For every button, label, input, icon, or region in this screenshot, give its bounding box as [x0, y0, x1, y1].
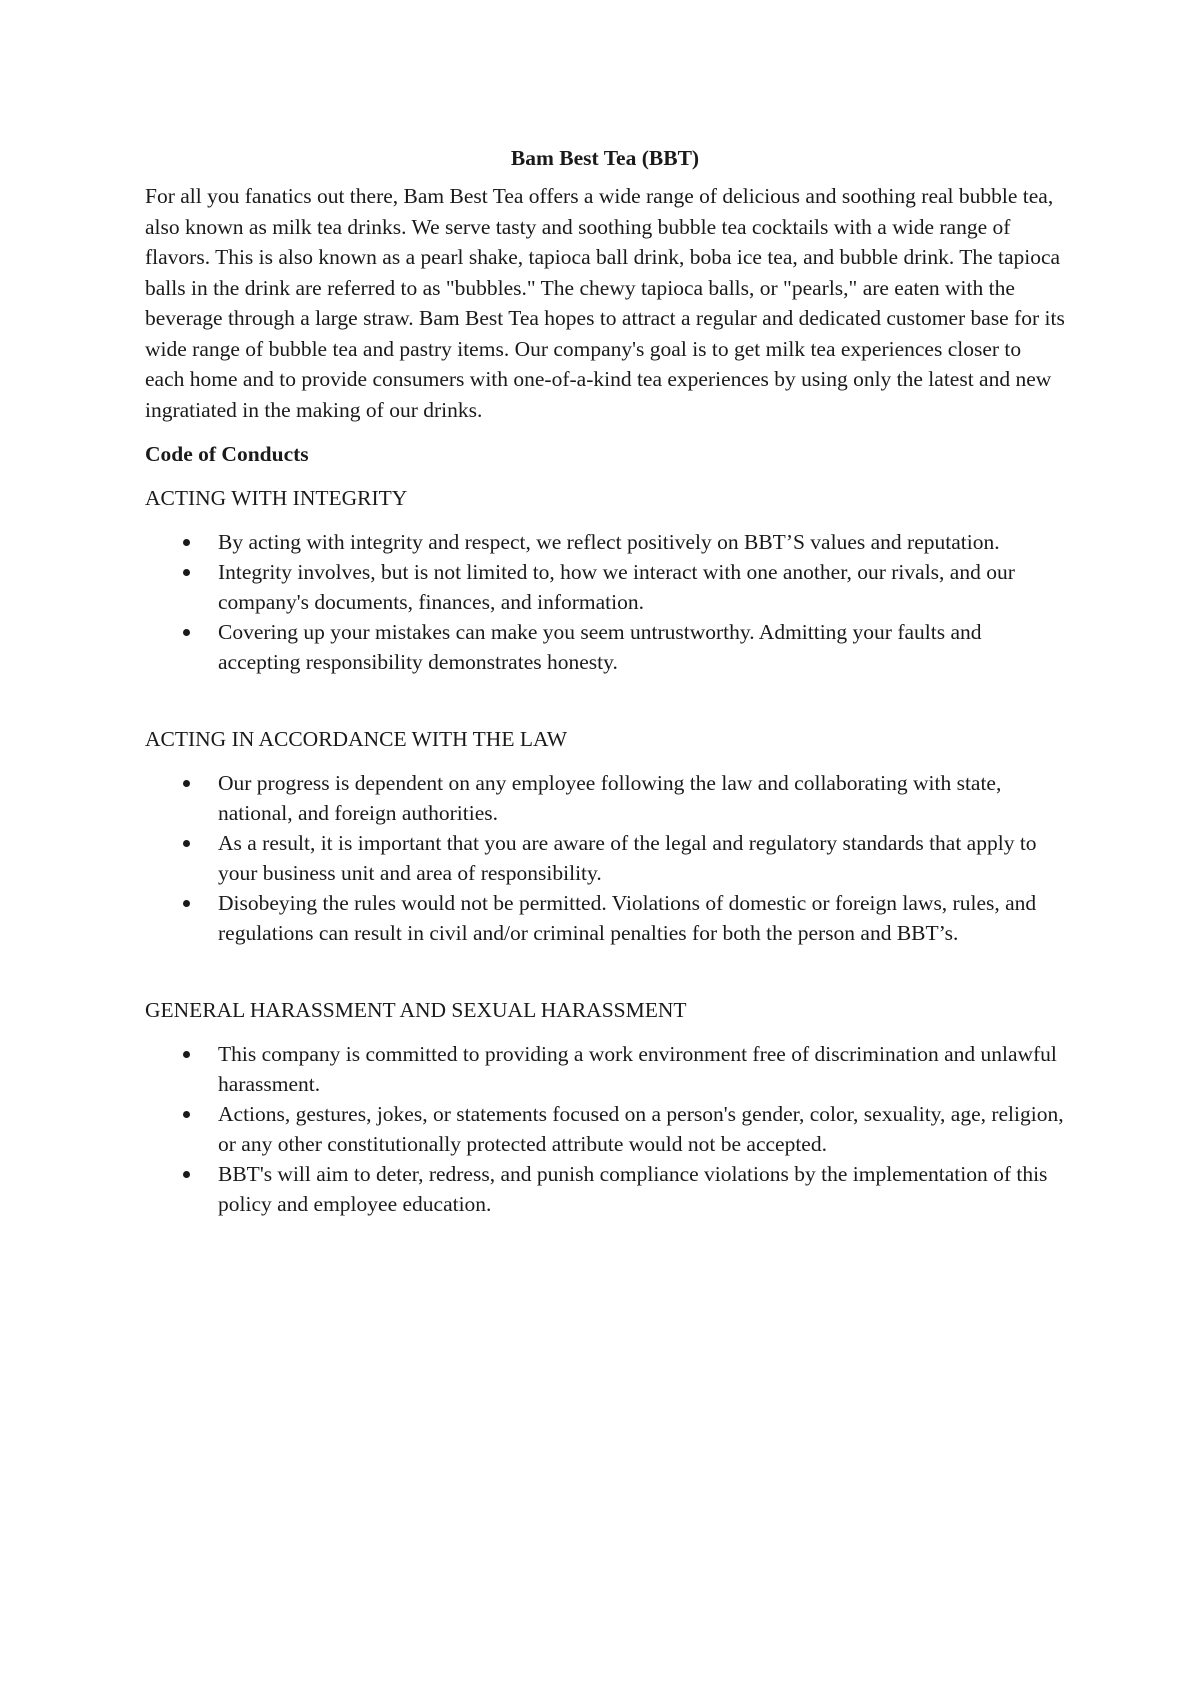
document-page	[145, 143, 1065, 1219]
list-item-text: This company is committed to providing a work environment free of discrimination and unlawful harassment.	[218, 1042, 1057, 1096]
list-item	[145, 768, 1065, 828]
list-item-text: As a result, it is important that you are aware of the legal and regulatory standards that apply to your business unit and area of responsibility.	[218, 831, 1037, 885]
bullet-list-harassment	[145, 1039, 1065, 1219]
bullet-list-law	[145, 768, 1065, 948]
list-item	[145, 828, 1065, 888]
code-of-conducts-heading: Code of Conducts	[145, 442, 309, 466]
section-title-integrity: ACTING WITH INTEGRITY	[145, 486, 408, 510]
section-title-harassment: GENERAL HARASSMENT AND SEXUAL HARASSMENT	[145, 998, 687, 1022]
section-title-law: ACTING IN ACCORDANCE WITH THE LAW	[145, 727, 568, 751]
list-item	[145, 1159, 1065, 1219]
section-law	[145, 724, 1065, 948]
list-item-text: BBT's will aim to deter, redress, and punish compliance violations by the implementation of this policy and employee education.	[218, 1162, 1048, 1216]
list-item-text: Covering up your mistakes can make you seem untrustworthy. Admitting your faults and accepting responsibility demonstrates honesty.	[218, 620, 982, 674]
section-integrity	[145, 483, 1065, 677]
bullet-icon	[183, 780, 190, 787]
list-item-text: By acting with integrity and respect, we reflect positively on BBT’S values and reputation.	[218, 530, 1000, 554]
list-item	[145, 617, 1065, 677]
section-spacer	[145, 948, 1065, 995]
bullet-icon	[183, 900, 190, 907]
bullet-icon	[183, 840, 190, 847]
section-spacer	[145, 677, 1065, 724]
bullet-icon	[183, 1051, 190, 1058]
bullet-icon	[183, 539, 190, 546]
list-item	[145, 557, 1065, 617]
list-item-text: Disobeying the rules would not be permitted. Violations of domestic or foreign laws, rules, and regulations can result in civil and/or criminal penalties for both the person and BBT’s.	[218, 891, 1037, 945]
list-item-text: Integrity involves, but is not limited to, how we interact with one another, our rivals, and our company's documents, finances, and information.	[218, 560, 1015, 614]
intro-paragraph: For all you fanatics out there, Bam Best Tea offers a wide range of delicious and soothing real bubble tea, also known as milk tea drinks. We serve tasty and soothing bubble tea cocktails with a wide range of flavors. This is also known as a pearl shake, tapioca ball drink, boba ice tea, and bubble drink. The tapioca balls in the drink are referred to as "bubbles." The chewy tapioca balls, or "pearls," are eaten with the beverage through a large straw. Bam Best Tea hopes to attract a regular and dedicated customer base for its wide range of bubble tea and pastry items. Our company's goal is to get milk tea experiences closer to each home and to provide consumers with one-of-a-kind tea experiences by using only the latest and new ingratiated in the making of our drinks.	[145, 184, 1065, 422]
list-item	[145, 1099, 1065, 1159]
bullet-icon	[183, 629, 190, 636]
section-harassment	[145, 995, 1065, 1219]
list-item-text: Our progress is dependent on any employee following the law and collaborating with state, national, and foreign authorities.	[218, 771, 1002, 825]
bullet-icon	[183, 1171, 190, 1178]
list-item	[145, 888, 1065, 948]
list-item-text: Actions, gestures, jokes, or statements focused on a person's gender, color, sexuality, age, religion, or any other constitutionally protected attribute would not be accepted.	[218, 1102, 1064, 1156]
bullet-icon	[183, 1111, 190, 1118]
list-item	[145, 1039, 1065, 1099]
document-title: Bam Best Tea (BBT)	[510, 146, 700, 170]
bullet-list-integrity	[145, 527, 1065, 677]
list-item	[145, 527, 1065, 557]
bullet-icon	[183, 569, 190, 576]
